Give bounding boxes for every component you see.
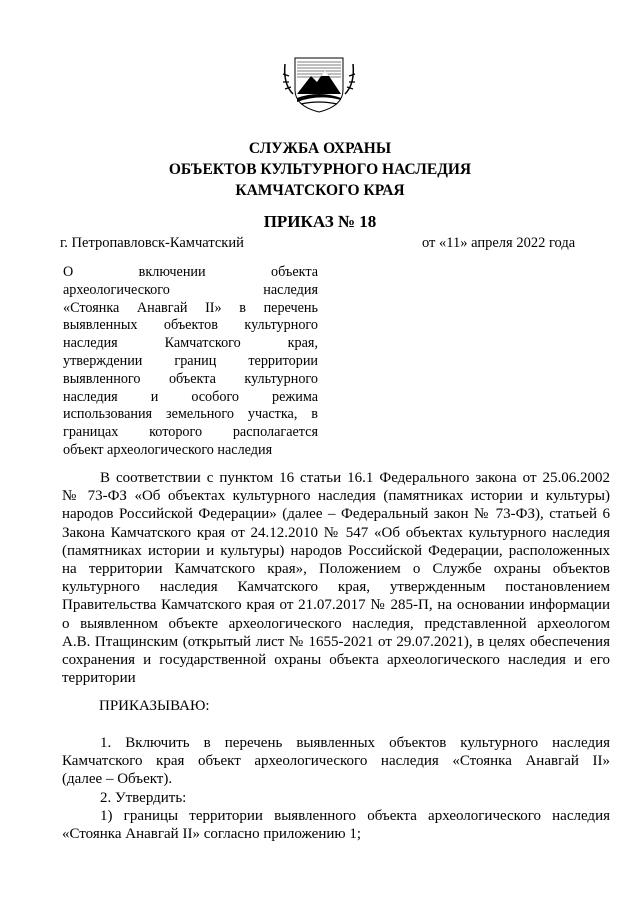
agency-name-line-3: КАМЧАТСКОГО КРАЯ: [235, 182, 405, 199]
preamble-line: сохранения и государственной охраны объекта археологического наследия и его: [62, 651, 610, 668]
item-line: 1. Включить в перечень выявленных объектов культурного наследия: [100, 735, 610, 751]
preamble-line: культурного наследия Камчатского края, утвержденным постановлением: [62, 579, 610, 596]
prikazyvayu-heading: ПРИКАЗЫВАЮ:: [99, 698, 210, 714]
preamble-line: В соответствии с пунктом 16 статьи 16.1 Федерального закона от 25.06.2002: [100, 470, 610, 486]
kamchatka-coat-of-arms-icon: [281, 54, 357, 114]
preamble-line: о выявленном объекте археологического наследия, представленной археологом: [62, 615, 610, 632]
item-line: «Стоянка Анавгай II» согласно приложению 1;: [62, 825, 361, 842]
order-city: г. Петропавловск-Камчатский: [60, 235, 244, 251]
preamble-line: Закона Камчатского края от 24.12.2010 № 547 «Об объектах культурного наследия: [62, 524, 610, 541]
item-line: (далее – Объект).: [62, 771, 173, 788]
preamble-line: Правительства Камчатского края от 21.07.2017 № 285-П, на основании информации: [62, 597, 610, 614]
order-subject: [63, 264, 318, 460]
subject-line: наследия Камчатского края,: [63, 335, 318, 352]
subject-line: использования земельного участка, в: [63, 406, 318, 423]
subject-line: О включении объекта: [63, 264, 318, 280]
subject-line: утверждении границ территории: [63, 352, 318, 369]
subject-line: выявленных объектов культурного: [63, 317, 318, 334]
subject-line: археологического наследия: [63, 281, 318, 298]
preamble-line: (памятниках истории и культуры) народов Российской Федерации, расположенных: [62, 542, 610, 559]
item-line: 1) границы территории выявленного объекта археологического наследия: [100, 807, 610, 824]
subject-line: выявленного объекта культурного: [63, 370, 318, 387]
item-line: 2. Утвердить:: [100, 789, 187, 806]
subject-line: объект археологического наследия: [63, 441, 273, 458]
order-title: ПРИКАЗ № 18: [263, 212, 377, 231]
preamble-line: народов Российской Федерации» (далее – Федеральный закон № 73-ФЗ), статьей 6: [62, 506, 610, 523]
preamble-line: территории: [62, 670, 136, 687]
preamble-line: А.В. Птащинским (открытый лист № 1655-2021 от 29.07.2021), в целях обеспечения: [62, 633, 610, 650]
order-date: от «11» апреля 2022 года: [422, 235, 576, 251]
item-line: Камчатского края объект археологического наследия «Стоянка Анавгай II»: [62, 753, 610, 770]
agency-name-line-2: ОБЪЕКТОВ КУЛЬТУРНОГО НАСЛЕДИЯ: [168, 161, 472, 178]
subject-line: «Стоянка Анавгай II» в перечень: [63, 299, 318, 316]
preamble-line: на территории Камчатского края», Положением о Службе охраны объектов: [62, 560, 610, 577]
preamble-line: № 73-ФЗ «Об объектах культурного наследия (памятниках истории и культуры): [62, 488, 610, 505]
order-items: [62, 734, 610, 843]
subject-line: границах которого располагается: [63, 424, 318, 441]
subject-line: наследия и особого режима: [63, 388, 318, 405]
agency-name-line-1: СЛУЖБА ОХРАНЫ: [248, 140, 392, 157]
preamble-paragraph: [62, 469, 610, 687]
